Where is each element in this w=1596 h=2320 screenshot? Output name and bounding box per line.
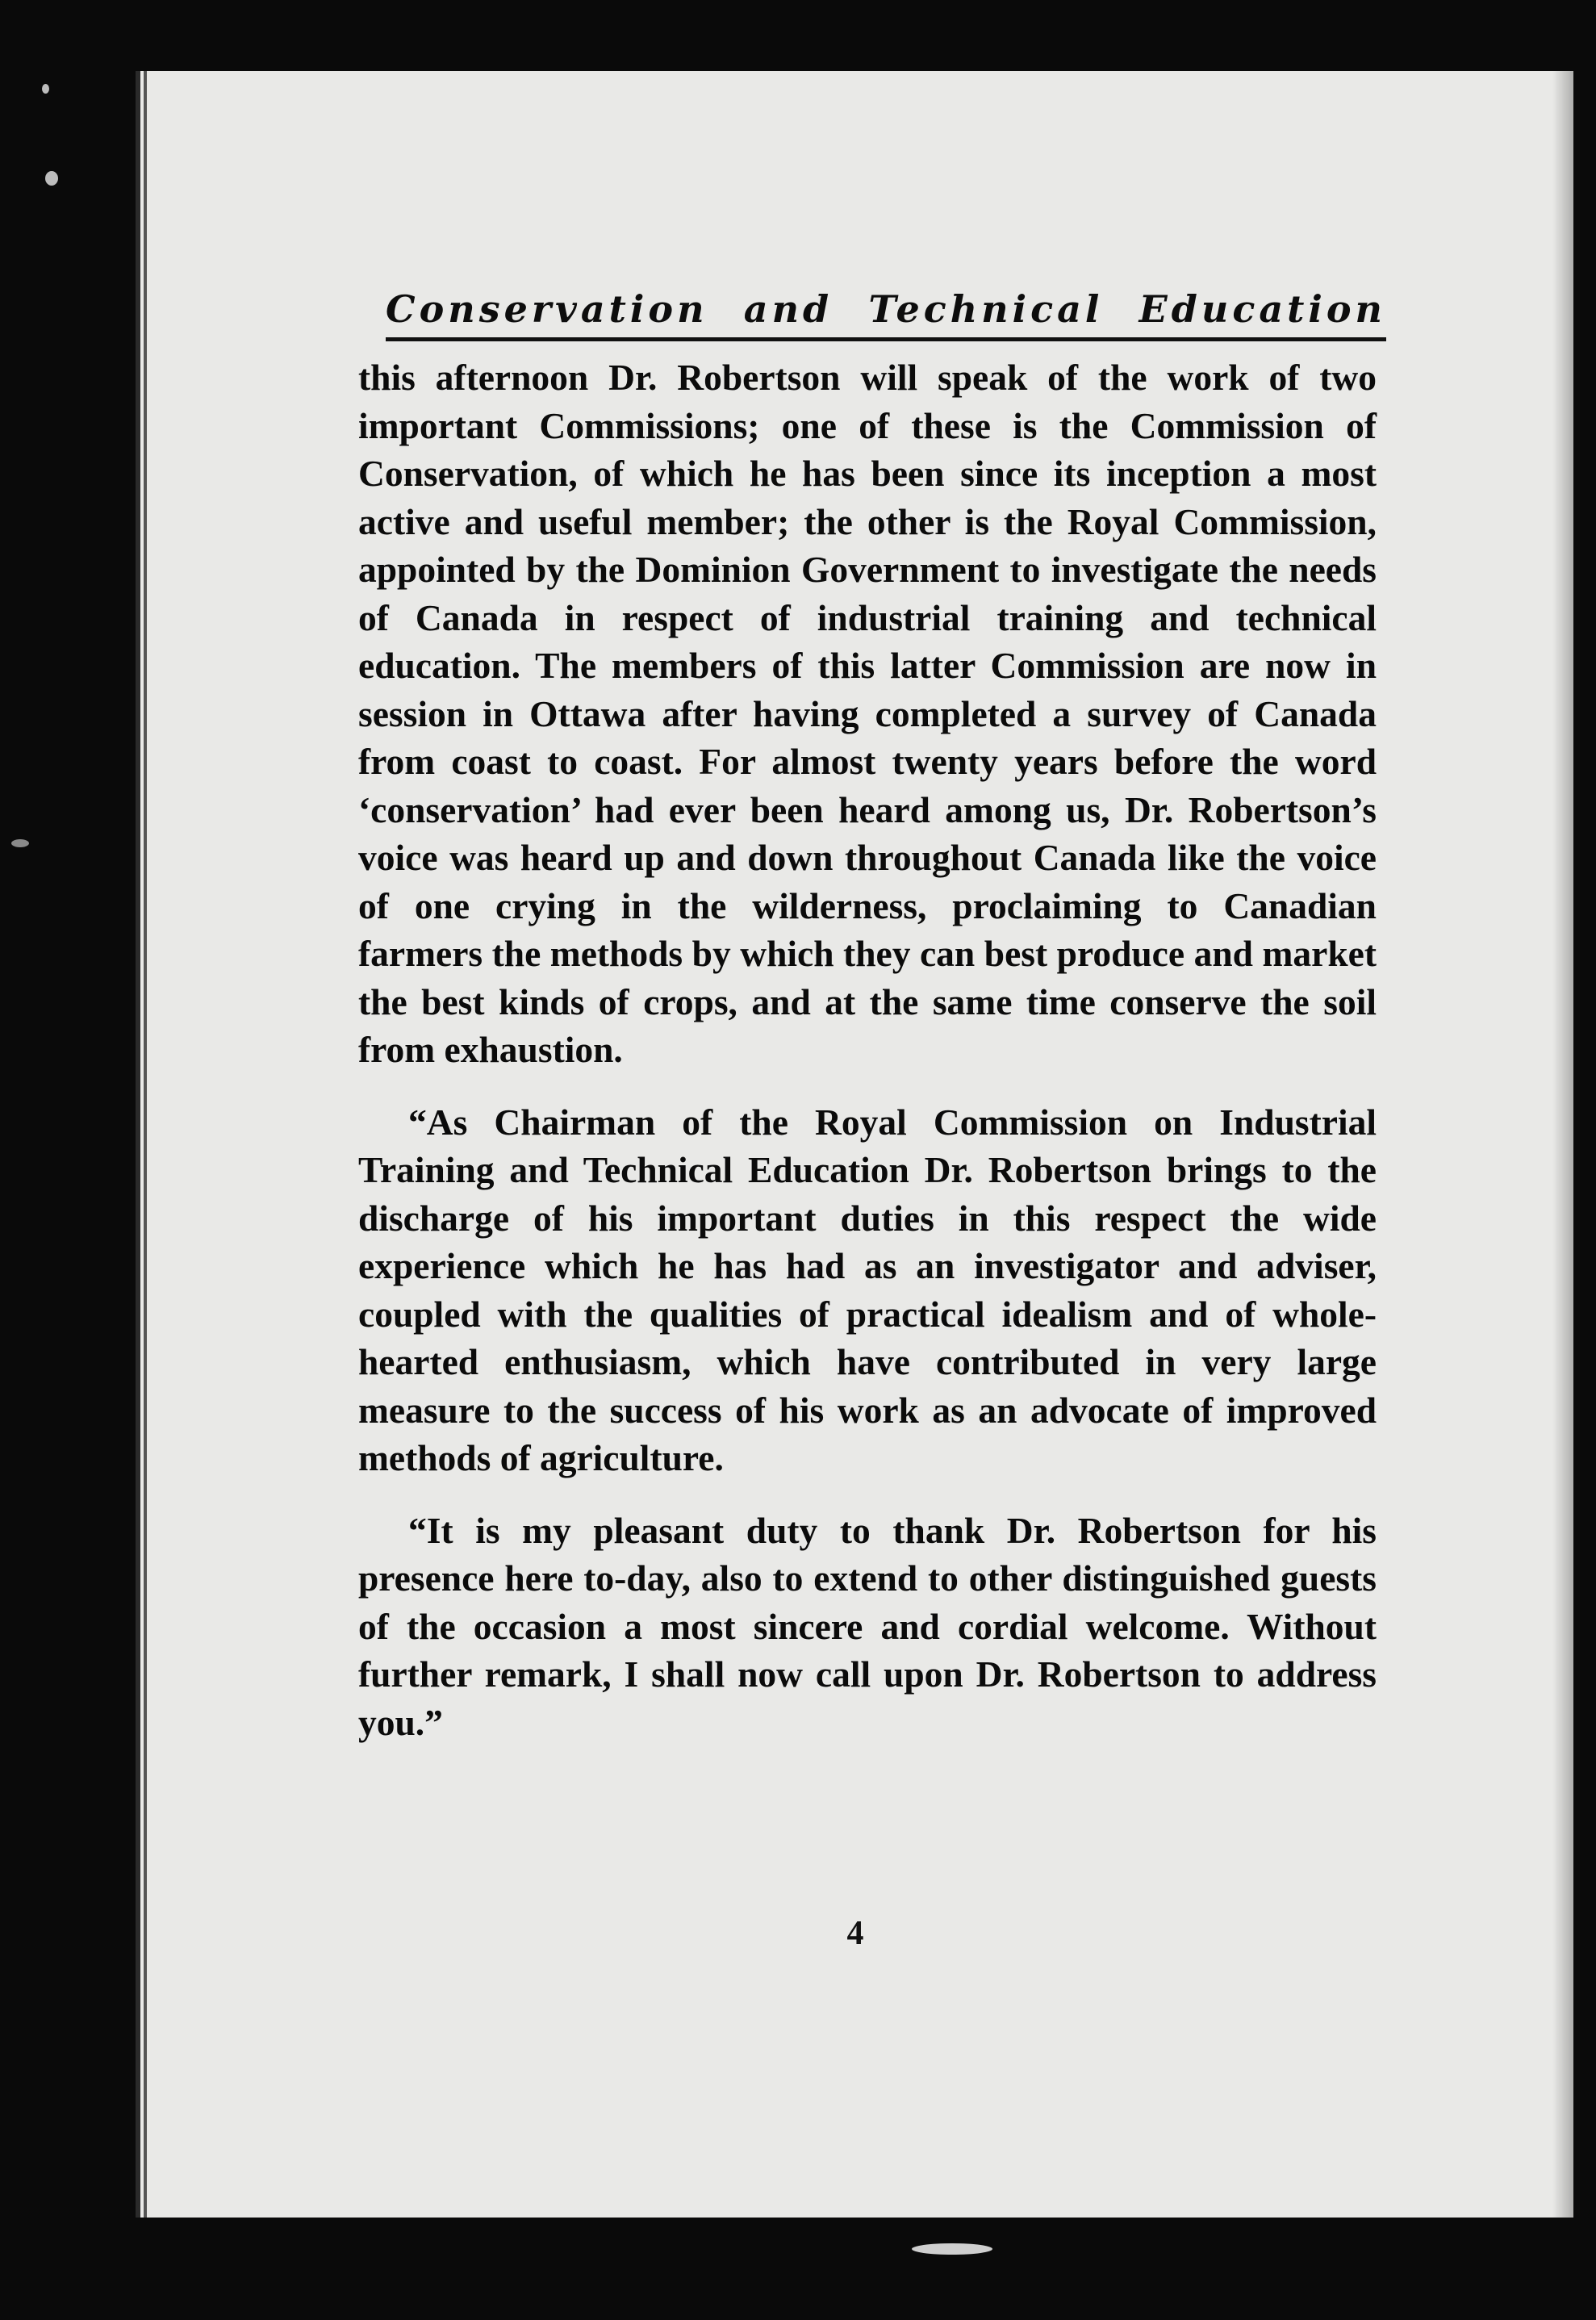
running-title: Conservation and Technical Education <box>386 287 1386 331</box>
film-speck <box>42 84 49 94</box>
paragraph-1: this afternoon Dr. Robertson will speak of the work of two important Commissions; one of these is the Commission of Conservation, of which he has been since its inception a most active and useful member; the other is the Royal Commission, appointed by the Dominion Government to investigate the needs of Canada in respect of industrial training and technical education. The members of this latter Commission are now in session in Ottawa after having completed a survey of Canada from coast to coast. For almost twenty years before the word ‘conservation’ had ever been heard among us, Dr. Robertson’s voice was heard up and down throughout Canada like the voice of one crying in the wilderness, proclaiming to Canadian farmers the methods by which they can best produce and market the best kinds of crops, and at the same time conserve the soil from exhaustion. <box>358 357 1377 1070</box>
film-speck <box>45 171 58 186</box>
running-header <box>386 273 1386 341</box>
body-text <box>358 353 1377 1770</box>
paragraph-3: “It is my pleasant duty to thank Dr. Robertson for his presence here to-day, also to extend to other distinguished guests of the occasion a most sincere and cordial welcome. Without further remark, I shall now call upon Dr. Robertson to address you.” <box>358 1509 1377 1743</box>
page-edge-line <box>144 71 147 2218</box>
film-speck <box>11 839 29 847</box>
film-speck <box>912 2243 992 2255</box>
page-gutter-shadow <box>1552 71 1573 2218</box>
paragraph-2: “As Chairman of the Royal Commission on Industrial Training and Technical Education Dr. Robertson brings to the discharge of his important duties in this respect the wide experience which he has had as an investigator and adviser, coupled with the qualities of practical idealism and of whole-hearted enthusiasm, which have contributed in very large measure to the success of his work as an advocate of improved methods of agriculture. <box>358 1101 1377 1478</box>
page-number: 4 <box>846 1915 864 1952</box>
